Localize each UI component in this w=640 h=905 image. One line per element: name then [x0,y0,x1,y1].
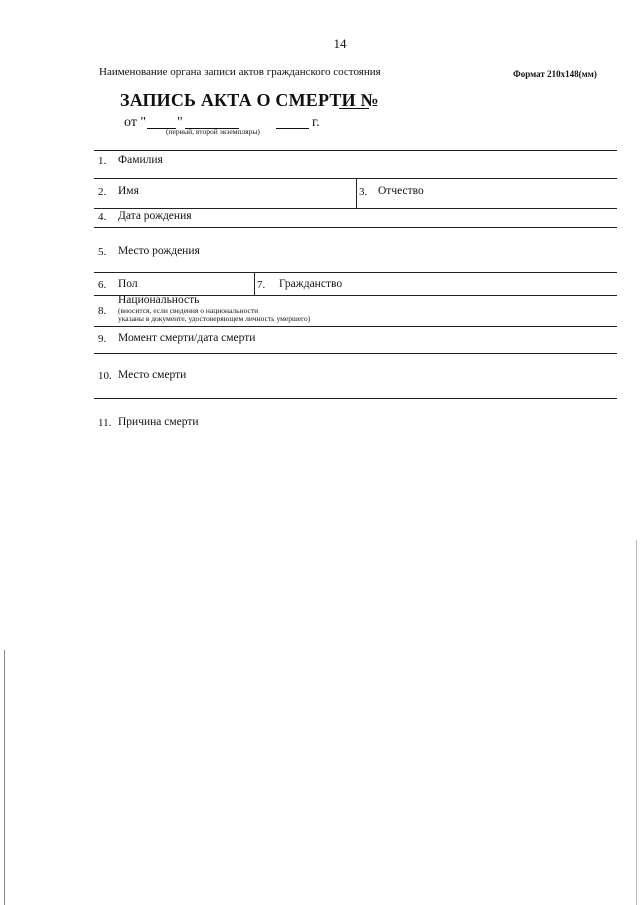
death-cause-label: Причина смерти [118,416,199,428]
format-label: Формат 210х148(мм) [513,69,597,79]
field-number: 7. [257,279,266,291]
birth-place-label: Место рождения [118,245,200,257]
death-place-label: Место смерти [118,369,187,381]
patronymic-label: Отчество [378,185,424,197]
field-number: 4. [98,211,107,223]
nationality-label: Национальность [118,294,200,306]
field-number: 6. [98,279,107,291]
death-moment-label: Момент смерти/дата смерти [118,332,256,344]
first-name-label: Имя [118,185,139,197]
separator-line [94,150,617,151]
year-blank[interactable] [276,128,309,129]
column-divider [254,272,255,295]
field-number: 3. [359,186,368,198]
field-number: 5. [98,246,107,258]
birth-place-field-line[interactable] [94,272,617,273]
scan-edge-mark [4,650,5,905]
copy-note: (первый, второй экземпляры) [166,127,260,136]
form-title: ЗАПИСЬ АКТА О СМЕРТИ № [120,90,379,110]
nationality-note-line1: (вносится, если сведения о национальности [118,306,259,315]
citizenship-label: Гражданство [279,278,343,290]
name-field-line[interactable] [94,208,617,209]
nationality-note-line2: указаны в документе, удостоверяющем личность умершего) [118,314,311,323]
sex-label: Пол [118,278,138,290]
field-number: 11. [98,417,112,429]
registry-office-name-label: Наименование органа записи актов гражданского состояния [99,66,381,78]
death-place-field-line[interactable] [94,398,617,399]
field-number: 2. [98,186,107,198]
column-divider [356,178,357,208]
record-number-blank[interactable] [339,108,369,109]
field-number: 1. [98,155,107,167]
field-number: 8. [98,305,107,317]
nationality-field-line[interactable] [94,326,617,327]
date-quote: " [177,115,183,130]
date-prefix: от " [124,115,147,130]
birth-date-field-line[interactable] [94,227,617,228]
year-suffix: г. [312,115,320,130]
birth-date-label: Дата рождения [118,210,192,222]
field-number: 10. [98,370,112,382]
page-number: 14 [333,36,347,51]
death-moment-field-line[interactable] [94,353,617,354]
field-number: 9. [98,333,107,345]
surname-label: Фамилия [118,154,163,166]
scan-edge-mark [636,540,637,905]
